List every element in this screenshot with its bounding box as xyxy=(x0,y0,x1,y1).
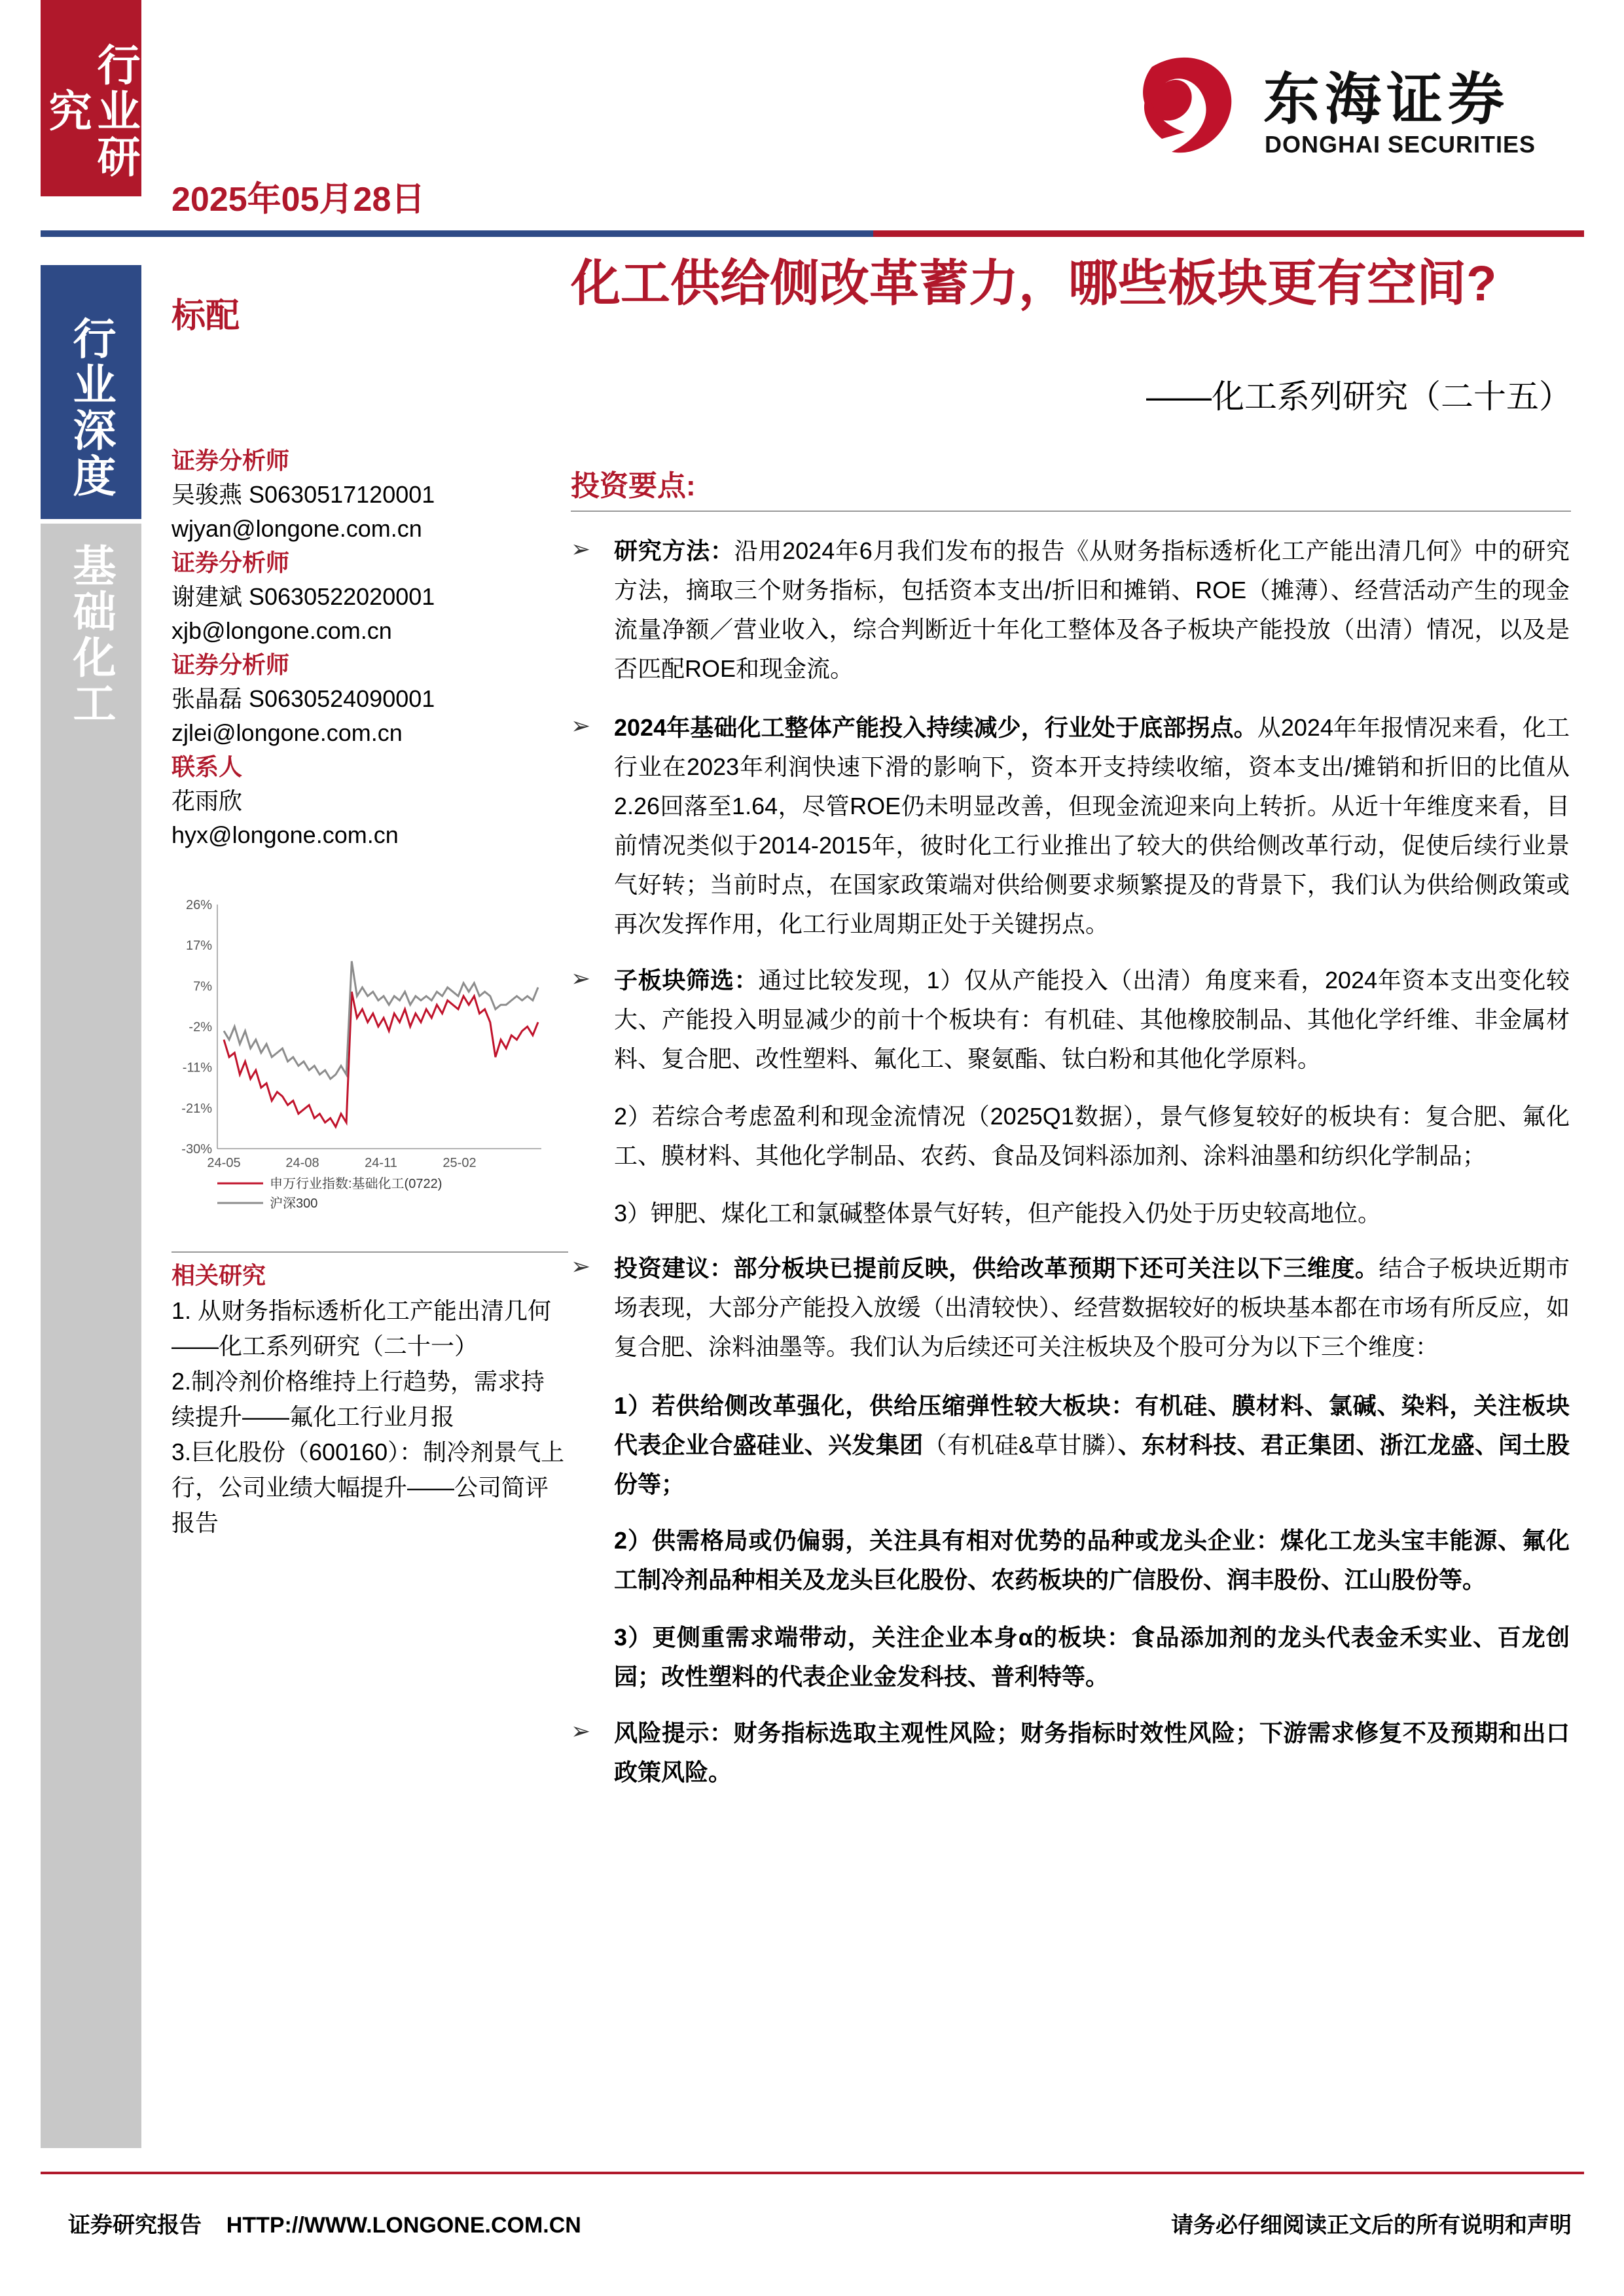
point-method: 研究方法：沿用2024年6月我们发布的报告《从财务指标透析化工产能出清几何》中的研究方法，摘取三个财务指标，包括资本支出/折旧和摊销、ROE（摊薄）、经营活动产生的现金流量净额／营业收入，综合判断近十年化工整体及各子板块产能投放（出清）情况，以及是否匹配ROE和现金流。 xyxy=(614,537,1570,682)
bullet-icon: ➢ xyxy=(571,965,591,992)
point-risk: 风险提示：财务指标选取主观性风险；财务指标时效性风险；下游需求修复不及预期和出口政策风险。 xyxy=(614,1719,1570,1785)
x-tick-label: 24-05 xyxy=(207,1156,241,1170)
x-tick-label: 24-08 xyxy=(285,1156,319,1170)
legend-label: 沪深300 xyxy=(270,1196,318,1211)
analyst-email[interactable]: wjyan@longone.com.cn xyxy=(171,515,422,542)
report-subtitle: ——化工系列研究（二十五） xyxy=(1146,378,1572,415)
footer-left[interactable]: 证券研究报告 HTTP://WWW.LONGONE.COM.CN xyxy=(68,2213,581,2238)
logo-cn: 东海证券 xyxy=(1263,68,1509,131)
related-item-1[interactable]: 1. 从财务指标透析化工产能出清几何——化工系列研究（二十一） xyxy=(171,1297,552,1359)
analyst-2 xyxy=(171,546,564,648)
analyst-3 xyxy=(171,648,564,750)
related-item-3[interactable]: 3.巨化股份（600160）：制冷剂景气上行，公司业绩大幅提升——公司简评报告 xyxy=(171,1439,565,1536)
analyst-role: 证券分析师 xyxy=(171,651,290,678)
y-tick-label: 7% xyxy=(193,979,212,994)
legend-label: 申万行业指数:基础化工(0722) xyxy=(270,1177,442,1191)
point-advice: 投资建议：部分板块已提前反映，供给改革预期下还可关注以下三维度。结合子板块近期市场表现，大部分产能投入放缓（出清较快）、经营数据较好的板块基本都在市场有所反应，如复合肥、涂料油墨等。我们认为后续还可关注板块及个股可分为以下三个维度： xyxy=(614,1255,1570,1360)
analyst-email[interactable]: xjb@longone.com.cn xyxy=(171,617,392,644)
footer-right: 请务必仔细阅读正文后的所有说明和声明 xyxy=(1171,2213,1572,2238)
y-tick-label: -2% xyxy=(189,1020,212,1035)
performance-chart-svg xyxy=(171,897,564,1237)
x-tick-label: 25-02 xyxy=(442,1156,477,1170)
band-bottom-text: 基础化工 xyxy=(67,543,115,726)
analyst-name: 张晶磊 S0630524090001 xyxy=(171,685,435,712)
point-2024: 2024年基础化工整体产能投入持续减少，行业处于底部拐点。从2024年年报情况来看，化工行业在2023年利润快速下滑的影响下，资本开支持续收缩，资本支出/摊销和折旧的比值从2.26回落至1.64，尽管ROE仍未明显改善，但现金流迎来向上转折。从近十年维度来看，目前情况类似于2014-2015年，彼时化工行业推出了较大的供给侧改革行动，促使后续行业景气好转；当前时点，在国家政策端对供给侧要求频繁提及的背景下，我们认为供给侧政策或再次发挥作用，化工行业周期正处于关键拐点。 xyxy=(614,714,1570,937)
bullet-icon: ➢ xyxy=(571,1717,591,1744)
y-tick-label: -30% xyxy=(181,1142,212,1157)
related-research xyxy=(171,1251,568,1541)
contact xyxy=(171,750,564,852)
point-screening-2: 2）若综合考虑盈利和现金流情况（2025Q1数据），景气修复较好的板块有：复合肥、氟化工、膜材料、其他化学制品、农药、食品及饲料添加剂、涂料油墨和纺织化学制品； xyxy=(614,1103,1570,1169)
point-screening: 子板块筛选：通过比较发现，1）仅从产能投入（出清）角度来看，2024年资本支出变化较大、产能投入明显减少的前十个板块有：有机硅、其他橡胶制品、其他化学纤维、非金属材料、复合肥、改性塑料、氟化工、聚氨酯、钛白粉和其他化学原料。 xyxy=(614,967,1570,1072)
report-title: 化工供给侧改革蓄力，哪些板块更有空间? xyxy=(571,256,1497,312)
header-rule-red xyxy=(873,230,1584,237)
bullet-icon: ➢ xyxy=(571,1253,591,1280)
band-sector xyxy=(41,524,141,2148)
point-screening-3: 3）钾肥、煤化工和氯碱整体景气好转，但产能投入仍处于历史较高地位。 xyxy=(614,1200,1382,1227)
series-line-chemical-index xyxy=(224,992,538,1127)
analyst-role: 证券分析师 xyxy=(171,549,290,576)
y-tick-label: 26% xyxy=(185,898,212,912)
analyst-name: 吴骏燕 S0630517120001 xyxy=(171,481,435,508)
point-dimension-3: 3）更侧重需求端带动，关注企业本身α的板块：食品添加剂的龙头代表金禾实业、百龙创园；改性塑料的代表企业金发科技、普利特等。 xyxy=(614,1624,1570,1690)
y-tick-label: -11% xyxy=(182,1060,212,1075)
y-tick-label: 17% xyxy=(185,939,212,954)
point-dimension-2: 2）供需格局或仍偏弱，关注具有相对优势的品种或龙头企业：煤化工龙头宝丰能源、氟化工制冷剂品种相关及龙头巨化股份、农药板块的广信股份、润丰股份、江山股份等。 xyxy=(614,1527,1570,1593)
report-date: 2025年05月28日 xyxy=(171,181,425,219)
point-dimension-1: 1）若供给侧改革强化，供给压缩弹性较大板块：有机硅、膜材料、氯碱、染料，关注板块代表企业合盛硅业、兴发集团（有机硅&草甘膦）、东材科技、君正集团、浙江龙盛、闰土股份等； xyxy=(614,1392,1570,1498)
analyst-1 xyxy=(171,444,564,546)
x-tick-label: 24-11 xyxy=(365,1156,397,1170)
band-industry-depth xyxy=(41,265,141,519)
performance-chart xyxy=(171,897,564,1237)
analyst-email[interactable]: zjlei@longone.com.cn xyxy=(171,719,403,746)
related-heading: 相关研究 xyxy=(171,1262,266,1289)
company-logo xyxy=(1126,47,1584,165)
related-item-2[interactable]: 2.制冷剂价格维持上行趋势，需求持续提升——氟化工行业月报 xyxy=(171,1368,545,1430)
key-points-heading: 投资要点: xyxy=(571,470,696,502)
band-middle-text: 行业深度 xyxy=(67,316,115,499)
footer-rule xyxy=(41,2172,1584,2174)
analyst-name: 谢建斌 S0630522020001 xyxy=(171,583,435,610)
key-points-divider xyxy=(571,511,1571,512)
rating: 标配 xyxy=(171,297,240,335)
y-tick-label: -21% xyxy=(181,1101,212,1116)
bullet-icon: ➢ xyxy=(571,535,591,562)
header-rule-blue xyxy=(41,230,873,237)
analyst-list xyxy=(171,444,564,852)
contact-role: 联系人 xyxy=(171,753,243,780)
analyst-role: 证券分析师 xyxy=(171,447,290,474)
contact-email[interactable]: hyx@longone.com.cn xyxy=(171,821,399,848)
band-industry-research xyxy=(41,0,141,196)
band-top-text: 行业研究 xyxy=(43,43,139,180)
logo-en: DONGHAI SECURITIES xyxy=(1265,131,1536,158)
bullet-icon: ➢ xyxy=(571,712,591,739)
contact-name: 花雨欣 xyxy=(171,787,243,814)
series-line-csi300 xyxy=(224,961,538,1079)
dragon-logo-icon xyxy=(1126,47,1244,165)
